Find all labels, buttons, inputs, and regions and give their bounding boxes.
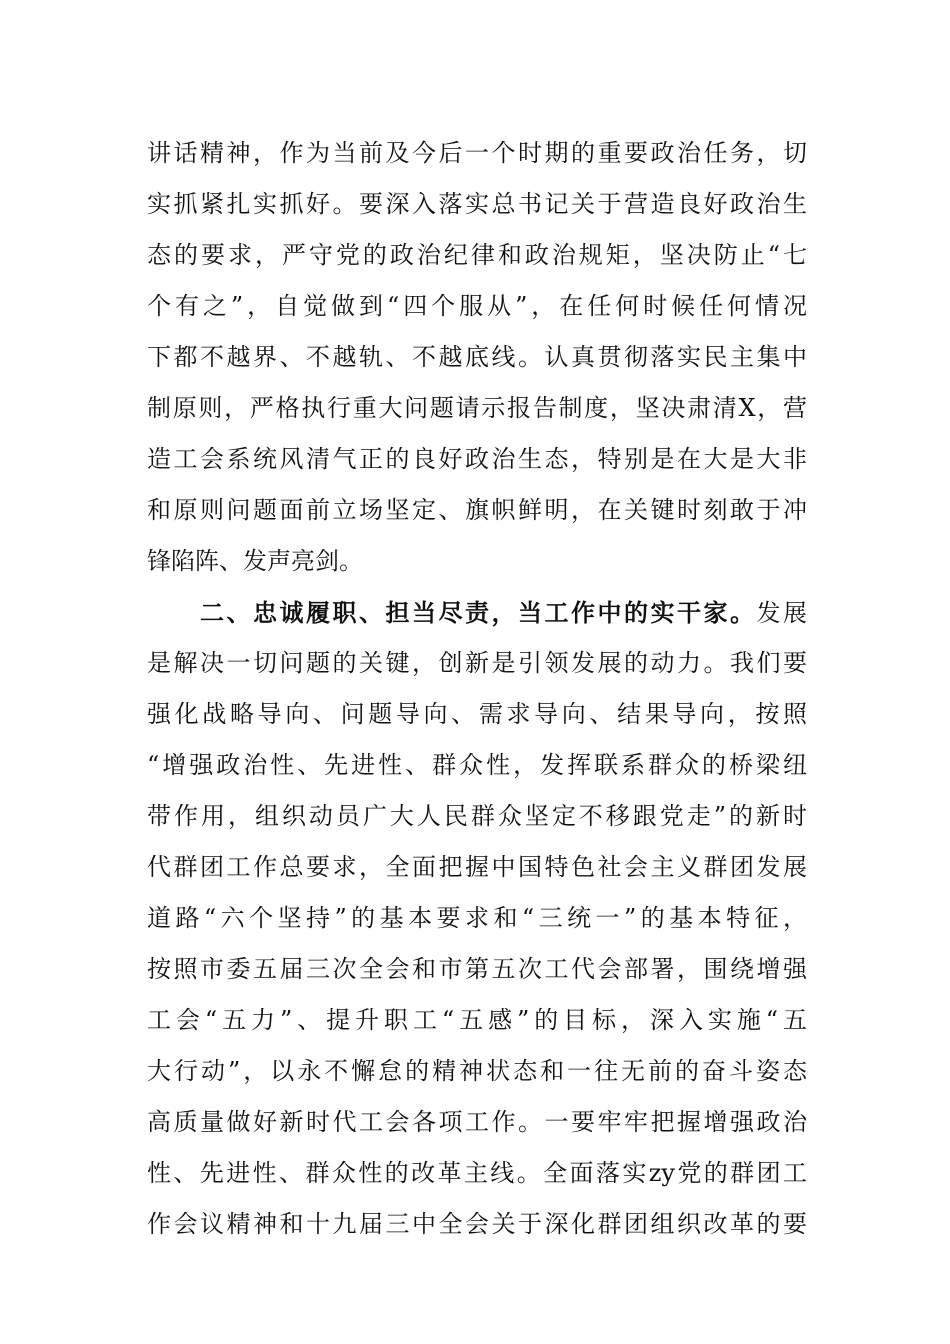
text-line: 高质量做好新时代工会各项工作。一要牢牢把握增强政治 [147,1108,807,1136]
text-line: 是解决一切问题的关键，创新是引领发展的动力。我们要 [147,649,807,677]
text-line: 按照市委五届三次全会和市第五次工代会部署，围绕增强 [147,955,807,983]
text-line: 实抓紧扎实抓好。要深入落实总书记关于营造良好政治生 [147,190,807,218]
section-heading: 二、忠诚履职、担当尽责，当工作中的实干家。 [200,598,757,627]
text-line: 代群团工作总要求，全面把握中国特色社会主义群团发展 [147,853,807,881]
text-line: 制原则，严格执行重大问题请示报告制度，坚决肃清X，营 [147,394,807,422]
text-line: 性、先进性、群众性的改革主线。全面落实zy党的群团工 [147,1159,807,1187]
text-line: 锋陷阵、发声亮剑。 [147,547,363,575]
text-line: 大行动”，以永不懈怠的精神状态和一往无前的奋斗姿态 [147,1057,807,1085]
text-line: 和原则问题面前立场坚定、旗帜鲜明，在关键时刻敢于冲 [147,496,807,524]
text-line: 道路“六个坚持”的基本要求和“三统一”的基本特征， [147,904,807,932]
heading-line-rest: 发展 [756,599,807,627]
text-line: 作会议精神和十九届三中全会关于深化群团组织改革的要 [147,1210,807,1238]
text-line: 工会“五力”、提升职工“五感”的目标，深入实施“五 [147,1006,807,1034]
text-line: 带作用，组织动员广大人民群众坚定不移跟党走”的新时 [147,802,807,830]
section-heading-line [147,587,807,638]
text-line: 下都不越界、不越轨、不越底线。认真贯彻落实民主集中 [147,343,807,371]
paragraph-indent [147,599,200,627]
text-line: 强化战略导向、问题导向、需求导向、结果导向，按照 [147,700,807,728]
text-line: 个有之”，自觉做到“四个服从”，在任何时候任何情况 [147,292,807,320]
body-text [147,128,807,1250]
text-line: “增强政治性、先进性、群众性，发挥联系群众的桥梁纽 [147,751,807,779]
text-line: 造工会系统风清气正的良好政治生态，特别是在大是大非 [147,445,807,473]
text-line: 讲话精神，作为当前及今后一个时期的重要政治任务，切 [147,139,807,167]
text-line: 态的要求，严守党的政治纪律和政治规矩，坚决防止“七 [147,241,807,269]
